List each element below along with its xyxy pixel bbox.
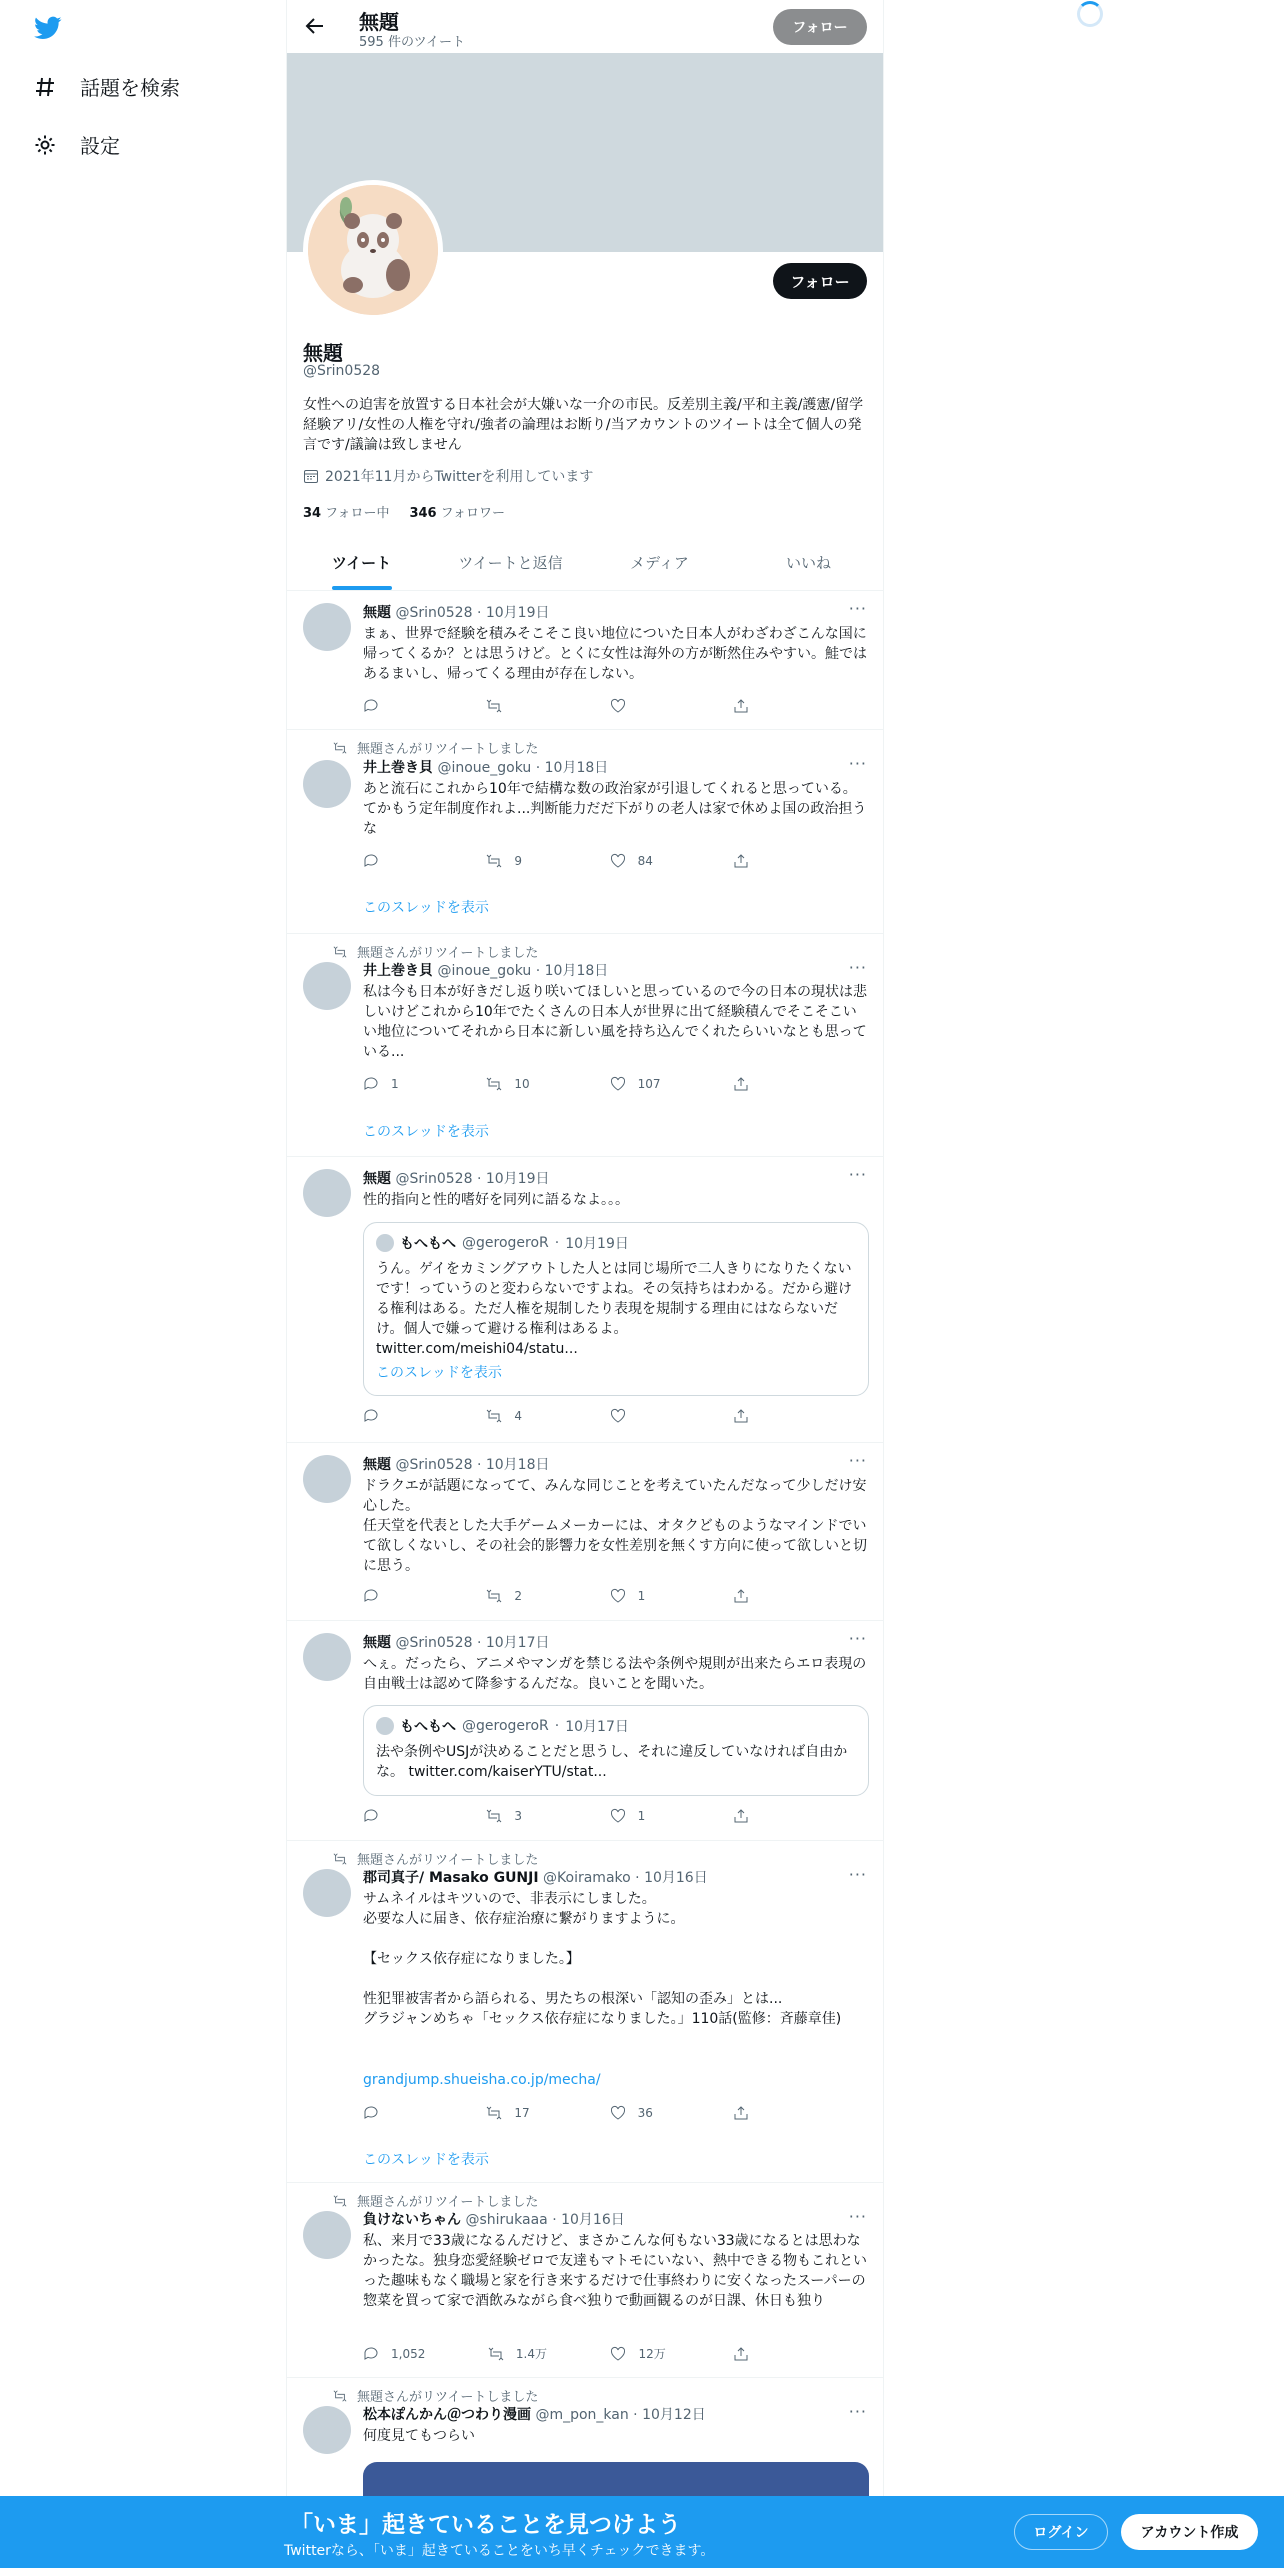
profile-follow-stats [303, 502, 505, 521]
profile-header-bar [287, 0, 883, 53]
tweet-header: 無題 @Srin0528 · 10月19日 [363, 1171, 550, 1187]
reply-icon [363, 1408, 379, 1424]
share-icon [733, 1408, 749, 1424]
tweet-header: 無題 @Srin0528 · 10月18日 [363, 1457, 550, 1473]
signup-banner-title: 「いま」起きていることを見つけよう [290, 2512, 681, 2538]
reply-button[interactable] [363, 1408, 423, 1424]
retweet-indicator: 無題さんがリツイートしました [333, 1849, 538, 1868]
retweet-indicator: 無題さんがリツイートしました [333, 942, 538, 961]
nav-settings[interactable] [32, 130, 120, 159]
header-tweet-count: 595 件のツイート [359, 35, 466, 50]
tab-likes[interactable]: いいね [785, 554, 831, 572]
reply-button[interactable]: 1,052 [363, 2345, 425, 2362]
tweet-avatar[interactable] [303, 2211, 351, 2259]
retweet-button[interactable]: 2 [486, 1588, 546, 1604]
tweet-text: サムネイルはキツいので、非表示にしました。 必要な人に届き、依存症治療に繋がりますように。 【セックス依存症になりました。】 性犯罪被害者から語られる、男たちの根深い「認知の歪み」とは... グラジャンめちゃ「セックス依存症になりました。」110話(監修：斉藤章佳) [363, 1891, 842, 2027]
tweet[interactable] [287, 1443, 883, 1621]
tweet[interactable] [287, 934, 883, 1157]
tweet-text: 私、来月で33歳になるんだけど、まさかこんな何もない33歳になるとは思わなかったな。独身恋愛経験ゼロで友達もマトモにいない、熱中できる物もこれといった趣味もなく職場と家を行き来するだけで仕事終わりに安くなったスーパーの惣菜を買って家で酒飲みながら食べ独りで動画観るのが日課、休日も独り [363, 2233, 867, 2309]
retweet-icon [486, 2105, 502, 2121]
more-icon[interactable]: ··· [848, 599, 867, 618]
retweet-indicator: 無題さんがリツイートしました [333, 738, 538, 757]
share-button[interactable] [733, 1808, 793, 1824]
tweet-avatar[interactable] [303, 962, 351, 1010]
header-follow-button[interactable]: フォロー [773, 9, 867, 45]
retweet-button[interactable]: 3 [486, 1808, 546, 1824]
panda-avatar-icon [308, 185, 438, 315]
retweet-icon [486, 698, 502, 714]
show-thread-link[interactable]: このスレッドを表示 [363, 1124, 489, 1140]
like-button[interactable]: 1 [610, 1588, 670, 1604]
show-thread-link[interactable]: このスレッドを表示 [363, 2152, 489, 2168]
tweet-avatar[interactable] [303, 1455, 351, 1503]
like-button[interactable]: 1 [610, 1808, 670, 1824]
tweet-header: 無題 @Srin0528 · 10月17日 [363, 1635, 550, 1651]
retweet-button[interactable]: 4 [486, 1408, 546, 1424]
retweet-button[interactable]: 17 [486, 2105, 546, 2121]
tweet-text: へぇ。だったら、アニメやマンガを禁じる法や条例や規則が出来たらエロ表現の自由戦士は認めて降参するんだな。良いことを聞いた。 [363, 1656, 867, 1692]
tweet-actions [363, 1588, 793, 1604]
tweet-avatar[interactable] [303, 603, 351, 651]
reply-icon [363, 2105, 379, 2121]
tweet-header: 無題 @Srin0528 · 10月19日 [363, 605, 550, 621]
heart-icon [610, 1408, 626, 1424]
reply-icon [363, 698, 379, 714]
profile-tabs [287, 535, 883, 591]
tweet-header: 負けないちゃん @shirukaaa · 10月16日 [363, 2212, 625, 2228]
more-icon[interactable]: ··· [848, 958, 867, 977]
tweet-actions [363, 1808, 793, 1824]
more-icon[interactable]: ··· [848, 1165, 867, 1184]
share-button[interactable] [733, 1408, 793, 1424]
heart-icon [610, 1808, 626, 1824]
calendar-icon [303, 468, 319, 484]
nav-settings-label: 設定 [80, 134, 120, 158]
retweet-icon [333, 2194, 347, 2208]
show-thread-link[interactable]: このスレッドを表示 [363, 900, 489, 916]
tweet[interactable] [287, 1157, 883, 1443]
tweet[interactable] [287, 1621, 883, 1841]
reply-button[interactable]: 1 [363, 1076, 423, 1092]
reply-button[interactable] [363, 853, 423, 869]
tweet-actions [363, 1408, 793, 1424]
retweet-icon [333, 741, 347, 755]
like-button[interactable] [610, 698, 670, 714]
quoted-avatar [376, 1234, 394, 1252]
tweet[interactable] [287, 730, 883, 934]
nav-explore[interactable] [32, 72, 180, 101]
quoted-avatar [376, 1717, 394, 1735]
retweet-icon [333, 1852, 347, 1866]
retweet-button[interactable]: 1.4万 [488, 2345, 548, 2362]
profile-handle: @Srin0528 [303, 363, 381, 379]
tweet-text: 何度見てもつらい [363, 2428, 475, 2444]
tab-tweets[interactable]: ツイート [287, 535, 436, 590]
gear-icon [32, 132, 58, 158]
tweet-actions [363, 2345, 793, 2362]
tweet-actions [363, 1076, 793, 1092]
tweet-text: 性的指向と性的嗜好を同列に語るなよ。。。 [363, 1192, 629, 1208]
heart-icon [610, 698, 626, 714]
profile-joined [303, 466, 593, 486]
retweet-icon [486, 1808, 502, 1824]
tweet-text: まぁ、世界で経験を積みそこそこ良い地位についた日本人がわざわざこんな国に帰ってくるか？とは思うけど。とくに女性は海外の方が断然住みやすい。鮭ではあるまいし、帰ってくる理由が存在しない。 [363, 626, 867, 682]
retweet-button[interactable]: 10 [486, 1076, 546, 1092]
more-icon[interactable]: ··· [848, 2207, 867, 2226]
tweet-header: 井上巻き貝 @inoue_goku · 10月18日 [363, 760, 609, 776]
tweet-actions [363, 698, 793, 714]
retweet-icon [486, 1588, 502, 1604]
like-button[interactable]: 84 [610, 853, 670, 869]
reply-button[interactable] [363, 2105, 423, 2121]
quoted-tweet[interactable] [363, 1705, 869, 1796]
reply-button[interactable] [363, 698, 423, 714]
retweet-indicator: 無題さんがリツイートしました [333, 2386, 538, 2405]
tweet-text: 私は今も日本が好きだし返り咲いてほしいと思っているので今の日本の現状は悲しいけどこれから10年でたくさんの日本人が世界に出て経験積んでそこそこいい地位についてそれから日本に新しい風を持ち込んでくれたらいいなとも思っている... [363, 984, 867, 1060]
login-button[interactable]: ログイン [1014, 2514, 1108, 2550]
retweet-indicator: 無題さんがリツイートしました [333, 2191, 538, 2210]
share-icon [733, 853, 749, 869]
quoted-tweet-header: もへもへ @gerogeroR · 10月19日 [376, 1233, 629, 1253]
reply-icon [363, 2346, 379, 2362]
share-icon [733, 2346, 749, 2362]
profile-bio: 女性への迫害を放置する日本社会が大嫌いな一介の市民。反差別主義/平和主義/護憲/留学経験アリ/女性の人権を守れ/強者の論理はお断り/当アカウントのツイートは全て個人の発言です/議論は致しません [303, 397, 864, 453]
more-icon[interactable]: ··· [848, 1865, 867, 1884]
like-button[interactable] [610, 1408, 670, 1424]
reply-icon [363, 1588, 379, 1604]
nav-explore-label: 話題を検索 [80, 76, 180, 100]
share-button[interactable] [733, 2345, 793, 2362]
like-button[interactable]: 12万 [610, 2345, 670, 2362]
share-button[interactable] [733, 698, 793, 714]
reply-button[interactable] [363, 1808, 423, 1824]
back-arrow-icon[interactable] [303, 14, 327, 38]
quoted-tweet[interactable] [363, 1222, 869, 1396]
heart-icon [610, 2346, 626, 2362]
hashtag-icon [32, 74, 58, 100]
twitter-bird-icon[interactable] [32, 14, 64, 42]
tweet-avatar[interactable] [303, 760, 351, 808]
heart-icon [610, 1588, 626, 1604]
followers-link[interactable]: 346 フォロワー [409, 506, 505, 521]
heart-icon [610, 1076, 626, 1092]
share-button[interactable] [733, 853, 793, 869]
signup-banner-subtitle: Twitterなら、「いま」起きていることをいち早くチェックできます。 [284, 2543, 715, 2559]
tab-media[interactable]: メディア [630, 554, 689, 572]
more-icon[interactable]: ··· [848, 2402, 867, 2421]
quoted-tweet-header: もへもへ @gerogeroR · 10月17日 [376, 1716, 629, 1736]
quoted-show-thread-link[interactable]: このスレッドを表示 [376, 1365, 502, 1381]
more-icon[interactable]: ··· [848, 754, 867, 773]
retweet-icon [333, 945, 347, 959]
retweet-icon [333, 2389, 347, 2403]
retweet-icon [486, 1076, 502, 1092]
share-button[interactable] [733, 2105, 793, 2121]
heart-icon [610, 853, 626, 869]
tweet-header: 松本ぽんかん＠つわり漫画 @m_pon_kan · 10月12日 [363, 2407, 706, 2423]
more-icon[interactable]: ··· [848, 1451, 867, 1470]
following-link[interactable]: 34 フォロー中 [303, 506, 390, 521]
signup-banner [0, 2496, 1284, 2568]
profile-joined-text: 2021年11月からTwitterを利用しています [325, 469, 594, 485]
tweet[interactable] [287, 1841, 883, 2183]
share-button[interactable] [733, 1588, 793, 1604]
retweet-button[interactable] [486, 698, 546, 714]
profile-name: 無題 [303, 341, 343, 365]
share-icon [733, 1076, 749, 1092]
tweet-avatar[interactable] [303, 1869, 351, 1917]
tweet-text: ドラクエが話題になってて、みんな同じことを考えていたんだなって少しだけ安心した。 任天堂を代表とした大手ゲームメーカーには、オタクどものようなマインドでいて欲しくないし、その社会的影響力を女性差別を無くす方向に使って欲しいと切に思う。 [363, 1478, 867, 1574]
tweet-avatar[interactable] [303, 2406, 351, 2454]
tweet[interactable] [287, 2183, 883, 2378]
retweet-button[interactable]: 9 [486, 853, 546, 869]
retweet-icon [486, 1408, 502, 1424]
share-icon [733, 2105, 749, 2121]
quoted-tweet-text: 法や条例やUSJが決めることだと思うし、それに違反していなければ自由かな。 twitter.com/kaiserYTU/stat... [376, 1744, 848, 1780]
tweet-avatar[interactable] [303, 1633, 351, 1681]
tweet-text: あと流石にこれから10年で結構な数の政治家が引退してくれると思っている。てかもう定年制度作れよ...判断能力だだ下がりの老人は家で休めよ国の政治担うな [363, 781, 867, 837]
follow-button[interactable]: フォロー [773, 263, 867, 299]
retweet-icon [486, 853, 502, 869]
retweet-icon [488, 2346, 504, 2362]
more-icon[interactable]: ··· [848, 1629, 867, 1648]
tweet-link[interactable]: grandjump.shueisha.co.jp/mecha/ [363, 2072, 601, 2088]
tweet-actions [363, 2105, 793, 2121]
reply-icon [363, 853, 379, 869]
reply-icon [363, 1076, 379, 1092]
share-button[interactable] [733, 1076, 793, 1092]
profile-column [286, 0, 884, 2568]
like-button[interactable]: 107 [610, 1076, 670, 1092]
signup-button[interactable]: アカウント作成 [1121, 2514, 1258, 2550]
reply-icon [363, 1808, 379, 1824]
tweet-header: 郡司真子/ Masako GUNJI @Koiramako · 10月16日 [363, 1870, 708, 1886]
share-icon [733, 1588, 749, 1604]
tweet[interactable] [287, 591, 883, 730]
profile-avatar[interactable] [303, 180, 443, 320]
header-title: 無題 [359, 10, 399, 34]
quoted-tweet-text: うん。ゲイをカミングアウトした人とは同じ場所で二人きりになりたくないです！っていうのと変わらないですよね。その気持ちはわかる。だから避ける権利はある。ただ人権を規制したり表現を規制する理由にはならないだけ。個人で嫌って避ける権利はあるよ。 twitter.com/meishi04/statu... [376, 1261, 852, 1357]
tweet-avatar[interactable] [303, 1169, 351, 1217]
heart-icon [610, 2105, 626, 2121]
loading-spinner-icon [1077, 1, 1103, 27]
reply-button[interactable] [363, 1588, 423, 1604]
share-icon [733, 698, 749, 714]
tab-tweets-replies[interactable]: ツイートと返信 [458, 554, 563, 572]
tweet-header: 井上巻き貝 @inoue_goku · 10月18日 [363, 963, 609, 979]
tweet-actions [363, 853, 793, 869]
like-button[interactable]: 36 [610, 2105, 670, 2121]
share-icon [733, 1808, 749, 1824]
